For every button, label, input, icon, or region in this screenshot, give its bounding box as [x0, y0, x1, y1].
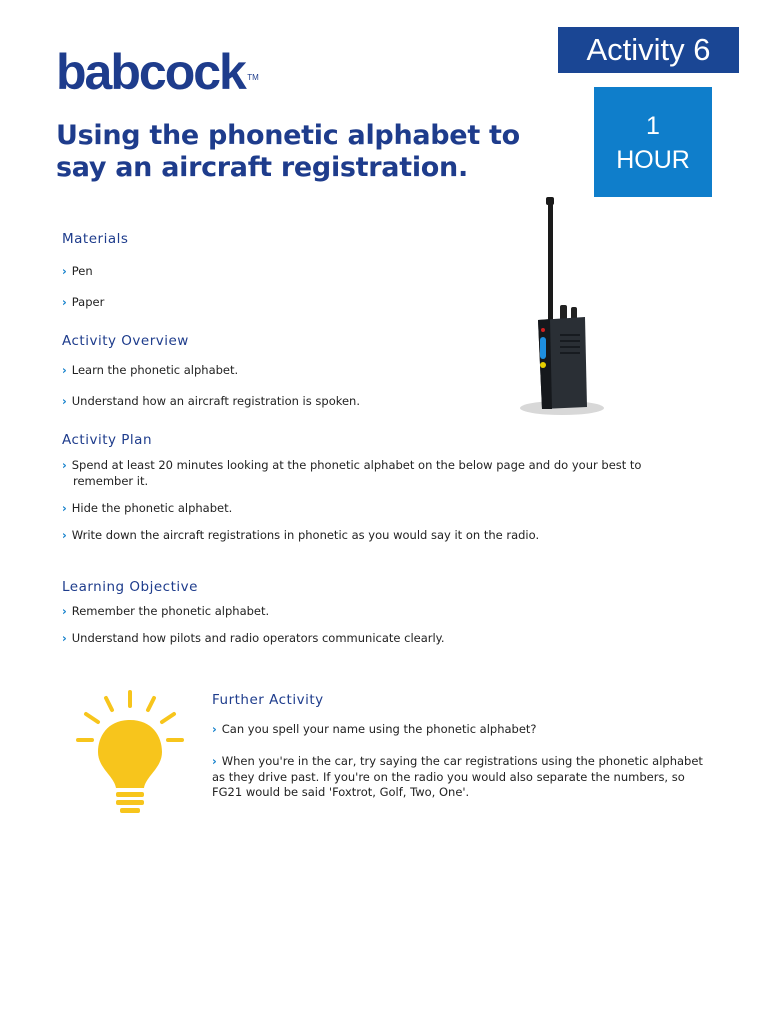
list-item: › Spend at least 20 minutes looking at the phonetic alphabet on the below page and do your best to [62, 458, 642, 472]
list-item: › Can you spell your name using the phonetic alphabet? [212, 722, 537, 736]
list-item: › Learn the phonetic alphabet. [62, 363, 239, 377]
list-item: › Hide the phonetic alphabet. [62, 501, 233, 515]
objective-heading: Learning Objective [62, 579, 198, 595]
overview-heading: Activity Overview [62, 333, 189, 349]
materials-heading: Materials [62, 231, 129, 247]
list-item-continuation: as they drive past. If you're on the radio you would also separate the numbers, so [212, 770, 685, 784]
duration-badge [594, 87, 712, 197]
chevron-right-icon: › [62, 363, 67, 377]
list-item-continuation: remember it. [73, 474, 149, 488]
further-heading: Further Activity [212, 692, 324, 708]
activity-label: Activity 6 [586, 32, 711, 67]
list-item: › Understand how pilots and radio operators communicate clearly. [62, 631, 445, 645]
list-item: › Paper [62, 295, 105, 309]
page-title: Using the phonetic alphabet to say an aircraft registration. [56, 120, 520, 183]
chevron-right-icon: › [62, 458, 67, 472]
list-item-continuation: FG21 would be said 'Foxtrot, Golf, Two, One'. [212, 785, 470, 799]
walkie-talkie-icon [510, 195, 610, 425]
chevron-right-icon: › [62, 501, 67, 515]
chevron-right-icon: › [62, 604, 67, 618]
chevron-right-icon: › [62, 394, 67, 408]
chevron-right-icon: › [62, 264, 67, 278]
list-item: › Pen [62, 264, 93, 278]
activity-number-badge [558, 27, 739, 73]
list-item: › Understand how an aircraft registration is spoken. [62, 394, 360, 408]
trademark-mark: TM [247, 73, 259, 82]
list-item: › Remember the phonetic alphabet. [62, 604, 270, 618]
logo-text: babcock [56, 44, 245, 100]
chevron-right-icon: › [212, 722, 217, 736]
chevron-right-icon: › [62, 295, 67, 309]
chevron-right-icon: › [62, 528, 67, 542]
duration-unit: HOUR [616, 146, 690, 174]
plan-heading: Activity Plan [62, 432, 152, 448]
chevron-right-icon: › [212, 754, 217, 768]
babcock-logo [56, 42, 259, 102]
duration-number: 1 [646, 112, 660, 140]
chevron-right-icon: › [62, 631, 67, 645]
list-item: › When you're in the car, try saying the car registrations using the phonetic alphabet [212, 754, 703, 768]
list-item: › Write down the aircraft registrations in phonetic as you would say it on the radio. [62, 528, 540, 542]
lightbulb-icon [70, 690, 190, 820]
